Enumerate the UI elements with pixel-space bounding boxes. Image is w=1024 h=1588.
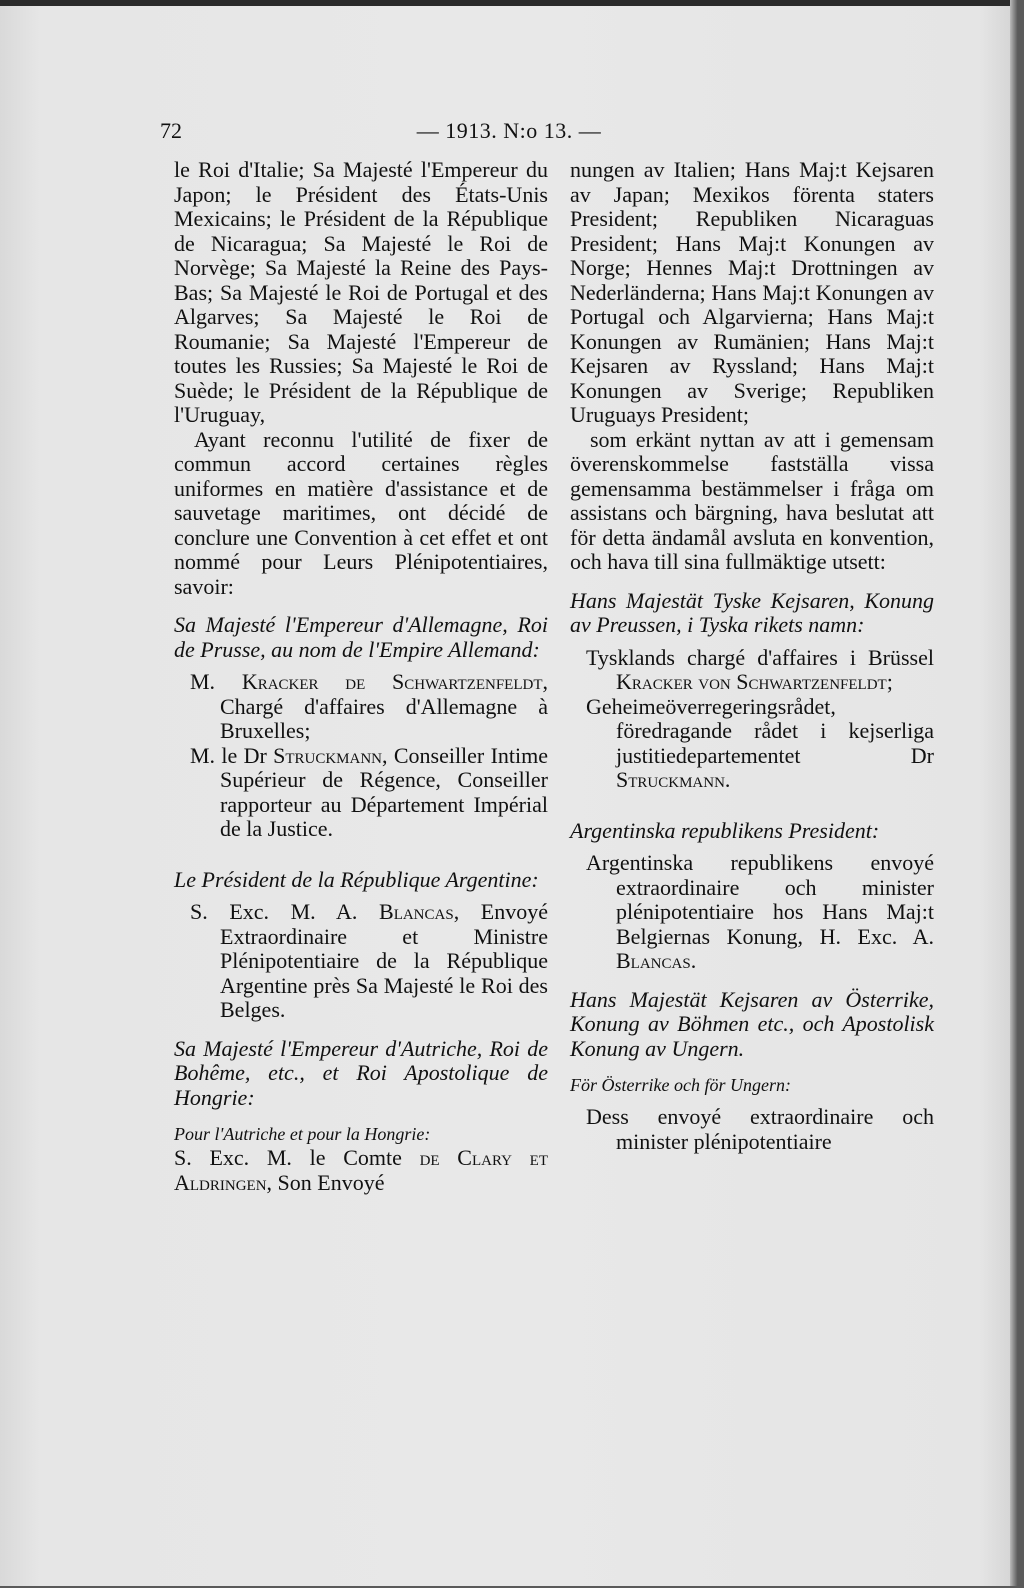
delegate-title: , Chargé d'affaires d'Allemagne à Bruxelles;: [220, 669, 549, 743]
delegate-name: Struckmann: [273, 742, 383, 768]
swedish-austria-subheading: För Österrike och för Ungern:: [570, 1075, 791, 1095]
delegate-name: Blancas: [616, 948, 691, 973]
delegate-title: .: [690, 948, 697, 973]
french-austria-delegate: [174, 1146, 548, 1195]
swedish-argentina-delegate: [570, 851, 934, 974]
french-austria-heading: Sa Majesté l'Empereur d'Autriche, Roi de Bohême, etc., et Roi Apostolique de Hongrie:: [174, 1035, 548, 1110]
delegate-prefix: Argentinska republikens envoyé extraordinaire och minister plénipotentiaire hos Hans Maj:t Belgiernas Konung, H. Exc. A.: [586, 850, 934, 949]
delegate-title: , Envoyé Extraordinaire et Ministre Plénipotentiaire de la République Argentine près Sa Majesté le Roi des Belges.: [220, 899, 548, 1022]
delegate-name: Struckmann: [616, 767, 725, 792]
swedish-germany-delegate-2: [570, 695, 934, 793]
delegate-title: , Son Envoyé: [266, 1169, 385, 1195]
delegate-name: Blancas: [379, 899, 454, 924]
swedish-preamble: nungen av Italien; Hans Maj:t Kejsaren av Japan; Mexikos förenta staters President; Republiken Nicaraguas President; Hans Maj:t Konungen av Norge; Hennes Maj:t Drottningen av Nederländerna; Hans Maj:t Konungen av Portugal och Algarvierna; Hans Maj:t Konungen av Rumänien; Hans Maj:t Kejsaren av Ryssland; Hans Maj:t Konungen av Sverige; Republiken Uruguays President;: [570, 157, 934, 427]
french-argentina-heading: Le Président de la République Argentine:: [174, 866, 539, 892]
swedish-argentina-heading: Argentinska republikens President:: [570, 817, 880, 843]
french-germany-delegate-1: [174, 670, 548, 744]
french-column: [174, 158, 548, 1195]
french-preamble: le Roi d'Italie; Sa Majesté l'Empereur du Japon; le Président des États-Unis Mexicains; le Président de la République de Nicaragua; Sa Majesté le Roi de Norvège; Sa Majesté la Reine des Pays-Bas; Sa Majesté le Roi de Portugal et des Algarves; Sa Majesté le Roi de Roumanie; Sa Majesté l'Empereur de toutes les Russies; Sa Majesté le Roi de Suède; le Président de la République de l'Uruguay,: [174, 157, 548, 427]
french-austria-subheading: Pour l'Autriche et pour la Hongrie:: [174, 1124, 431, 1144]
french-argentina-delegate: [174, 900, 548, 1023]
delegate-title: ;: [886, 669, 893, 694]
swedish-recital: som erkänt nyttan av att i gemensam överenskommelse fastställa vissa gemensamma bestämmelser i fråga om assistans och bärgning, hava beslutat att för detta ändamål avsluta en konvention, och hava till sina fullmäktige utsett:: [570, 426, 934, 574]
scan-right-edge: [1010, 0, 1018, 1586]
french-germany-delegate-2: [174, 744, 548, 842]
delegate-prefix: S. Exc. M. le Comte: [174, 1145, 420, 1170]
delegate-name: Kracker von Schwartzenfeldt: [616, 669, 887, 694]
delegate-prefix: Geheimeöverregeringsrådet, föredragande rådet i kejserliga justitiedepartementet Dr: [586, 693, 934, 768]
scan-top-edge: [0, 0, 1018, 6]
swedish-germany-delegate-1: [570, 646, 934, 695]
page-number: 72: [160, 118, 182, 143]
delegate-prefix: S. Exc. M. A.: [190, 899, 380, 924]
swedish-germany-heading: Hans Majestät Tyske Kejsaren, Konung av Preussen, i Tyska rikets namn:: [570, 587, 934, 637]
delegate-name: Kracker de Schwartzenfeldt: [241, 669, 543, 694]
delegate-prefix: M.: [190, 669, 242, 694]
running-title: — 1913. N:o 13. —: [416, 118, 602, 143]
delegate-title: , Conseiller Intime Supérieur de Régence, Conseiller rapporteur au Département Impérial de la Justice.: [220, 742, 548, 841]
delegate-title: .: [724, 767, 731, 792]
swedish-column: [570, 158, 934, 1154]
french-recital: Ayant reconnu l'utilité de fixer de commun accord certaines règles uniformes en matière d'assistance et de sauvetage maritimes, ont décidé de conclure une Convention à cet effet et ont nommé pour Leurs Plénipotentiaires, savoir:: [174, 426, 548, 599]
delegate-prefix: M. le Dr: [190, 742, 274, 768]
swedish-austria-heading: Hans Majestät Kejsaren av Österrike, Konung av Böhmen etc., och Apostolisk Konung av Ungern.: [570, 986, 934, 1061]
delegate-name: de Clary et Aldringen: [174, 1145, 548, 1195]
french-germany-heading: Sa Majesté l'Empereur d'Allemagne, Roi de Prusse, au nom de l'Empire Allemand:: [174, 612, 548, 662]
swedish-austria-delegate: Dess envoyé extraordinaire och minister plénipotentiaire: [586, 1104, 934, 1154]
delegate-prefix: Tysklands chargé d'affaires i Brüssel: [586, 644, 934, 670]
